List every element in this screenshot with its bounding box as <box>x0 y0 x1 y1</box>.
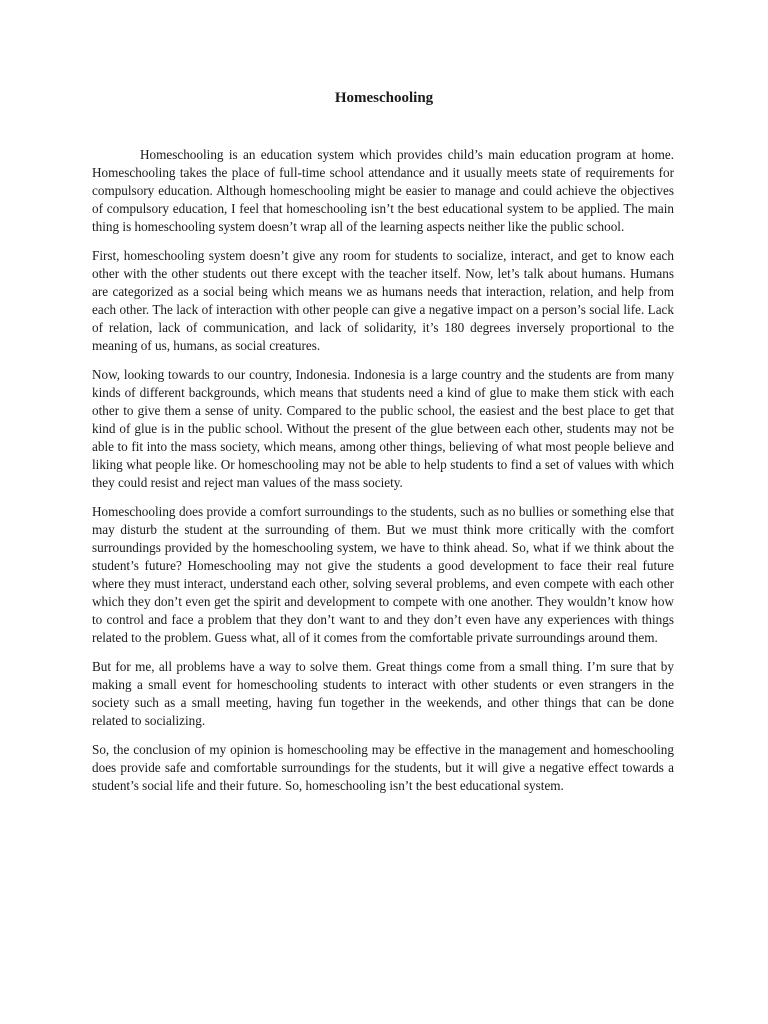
paragraph-socialization: First, homeschooling system doesn’t give any room for students to socialize, interact, and get to know each other with the other students out there except with the teacher itself. Now, let’s talk about humans. Humans are categorized as a social being which means we as humans needs that interaction, relation, and help from each other. The lack of interaction with other people can give a negative impact on a person’s social life. Lack of relation, lack of communication, and lack of solidarity, it’s 180 degrees inversely proportional to the meaning of us, humans, as social creatures. <box>92 248 674 353</box>
paragraph-intro: Homeschooling is an education system which provides child’s main education program at home. Homeschooling takes the place of full-time school attendance and it usually meets state of requirements for compulsory education. Although homeschooling might be easier to manage and could achieve the objectives of compulsory education, I feel that homeschooling isn’t the best educational system to be applied. The main thing is homeschooling system doesn’t wrap all of the learning aspects neither like the public school. <box>92 147 674 234</box>
paragraph-comfort: Homeschooling does provide a comfort surroundings to the students, such as no bullies or something else that may disturb the student at the surrounding of them. But we must think more critically with the comfort surroundings provided by the homeschooling system, we have to think ahead. So, what if we think about the student’s future? Homeschooling may not give the students a good development to face their real future where they must interact, understand each other, solving several problems, and even compete with each other which they don’t even get the spirit and development to compete with one another. They wouldn’t know how to control and face a problem that they don’t want to and they don’t even have any experiences with things related to the problem. Guess what, all of it comes from the comfortable private surroundings around them. <box>92 504 674 645</box>
paragraph-indonesia: Now, looking towards to our country, Indonesia. Indonesia is a large country and the students are from many kinds of different backgrounds, which means that students need a kind of glue to make them stick with each other to give them a sense of unity. Compared to the public school, the easiest and the best place to get that kind of glue is in the public school. Without the present of the glue between each other, students may not be able to fit into the mass society, which means, among other things, believing of what most people believe and liking what people like. Or homeschooling may not be able to help students to find a set of values with which they could resist and reject man values of the mass society. <box>92 367 674 490</box>
document-title: Homeschooling <box>334 90 434 106</box>
paragraph-conclusion: So, the conclusion of my opinion is homeschooling may be effective in the management and homeschooling does provide safe and comfortable surroundings for the students, but it will give a negative effect towards a student’s social life and their future. So, homeschooling isn’t the best educational system. <box>92 742 674 793</box>
document-body <box>92 146 674 806</box>
paragraph-solution: But for me, all problems have a way to solve them. Great things come from a small thing. I’m sure that by making a small event for homeschooling students to interact with other students or even strangers in the society such as a small meeting, having fun together in the weekends, and other things that can be done related to socializing. <box>92 659 674 728</box>
